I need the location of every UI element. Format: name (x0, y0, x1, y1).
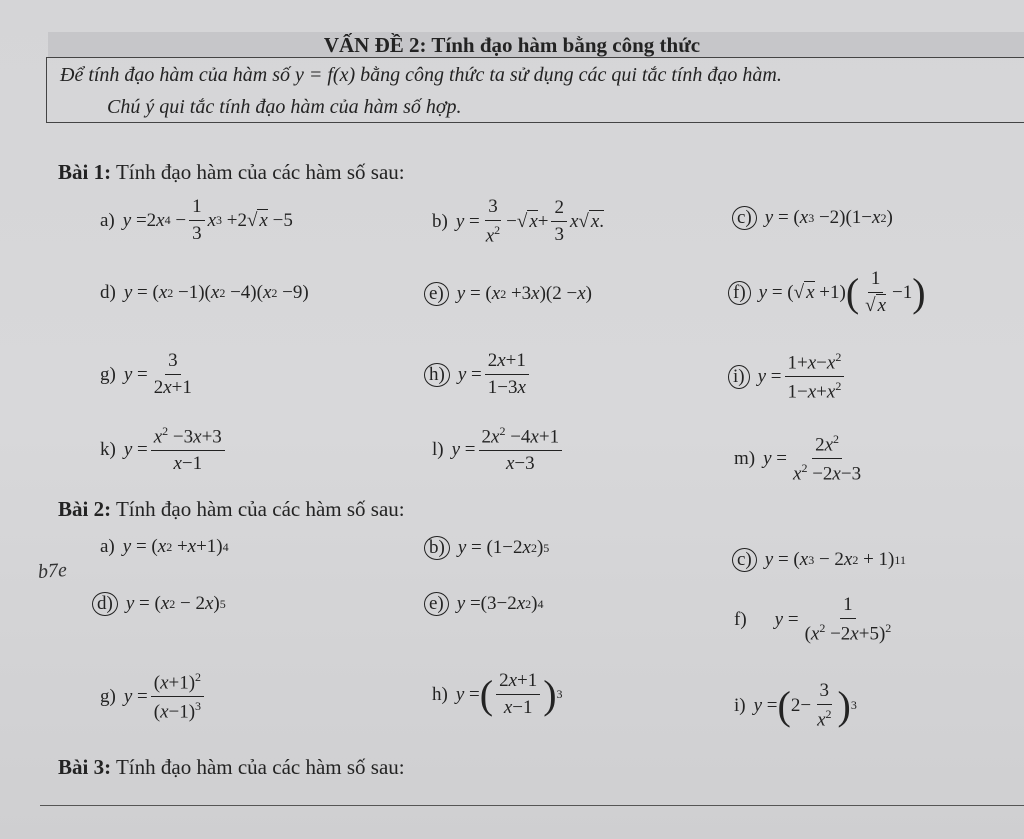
formula: y = $\frac{(x+1)^2}{(x-1)^3}$ (124, 670, 207, 724)
exercise-2c: c) y = ( x 3 − 2 x 2 + 1) 11 (732, 548, 906, 572)
formula: y = $\frac{2x^2 -4x+1}{x-3}$ (452, 424, 565, 475)
formula: y = $\frac{2x+1}{1-3x}$ (458, 350, 532, 399)
section-text: Tính đạo hàm của các hàm số sau: (115, 755, 405, 779)
formula: y = ( x 2 −1)( x 2 −4)( x 2 −9) (123, 282, 309, 303)
formula: y = ( x 3 − 2 x 2 + 1) 11 (764, 549, 906, 570)
exercise-1l: l) y = $\frac{2x^2 -4x+1}{x-3}$ (432, 424, 565, 475)
exercise-1i: i) y = $\frac{1+x-x^2}{1-x+x^2}$ (728, 350, 847, 404)
section-text: Tính đạo hàm của các hàm số sau: (115, 497, 405, 521)
section-text: Tính đạo hàm của các hàm số sau: (115, 160, 405, 184)
exercise-1d: d) y = ( x 2 −1)( x 2 −4)( x 2 −9) (100, 282, 309, 303)
section-bai3 (58, 755, 405, 780)
exercise-1a: a) y =2 x 4 − $\frac{1}{3}$ x 3 +2√ x −5 (100, 196, 293, 244)
section-number: Bài 3: (58, 755, 112, 779)
exercise-1e: e) y = ( x 2 +3 x )(2 − x ) (424, 282, 592, 306)
formula: y = ( $\frac{2x+1}{x-1}$ ) 3 (455, 670, 563, 718)
section-number: Bài 1: (58, 160, 112, 184)
exercise-2a: a) y = ( x 2 + x +1) 4 (100, 536, 229, 557)
formula: y = (√ x +1) ( $\frac{1}{√ x}$ −1 ) (758, 268, 926, 316)
exercise-2g: g) y = $\frac{(x+1)^2}{(x-1)^3}$ (100, 670, 207, 724)
formula: y = ( x 3 −2)(1− x 2 ) (764, 207, 893, 228)
section-bai2 (58, 497, 405, 522)
exercise-1k: k) y = $\frac{x^2 -3x+3}{x-1}$ (100, 424, 228, 475)
formula: y = $\frac{1}{(x^2 -2x+5)^2}$ (774, 594, 892, 645)
exercise-1g: g) y = $\frac{3}{2x+1}$ (100, 350, 198, 399)
exercise-1m: m) y = $\frac{2x^2}{x^2 -2x-3}$ (734, 432, 867, 486)
exercise-2h: h) y = ( $\frac{2x+1}{x-1}$ ) 3 (432, 670, 563, 718)
exercise-1c: c) y = ( x 3 −2)(1− x 2 ) (732, 206, 893, 230)
exercise-2i: i) y = ( 2− $\frac{3}{x^2}$ ) 3 (734, 680, 857, 731)
formula: y = ( 2− $\frac{3}{x^2}$ ) 3 (753, 680, 857, 731)
page-title: VẤN ĐỀ 2: Tính đạo hàm bằng công thức (323, 33, 701, 57)
formula: y = $\frac{x^2 -3x+3}{x-1}$ (124, 424, 228, 475)
formula: y = $\frac{1+x-x^2}{1-x+x^2}$ (758, 350, 848, 404)
formula: y = ( x 2 − 2 x ) 5 (125, 593, 226, 614)
formula: y = ( x 2 +3 x )(2 − x ) (456, 283, 592, 304)
formula: y = $\frac{3}{x^2}$ −√ x + $\frac{2}{3}$ x √ x. (455, 196, 605, 247)
exercise-1f: f) y = (√ x +1) ( $\frac{1}{√ x}$ −1 ) (728, 268, 926, 317)
divider (40, 805, 1024, 806)
formula: y =2 x 4 − $\frac{1}{3}$ x 3 +2√ x −5 (122, 196, 293, 244)
exercise-2d: d) y = ( x 2 − 2 x ) 5 (92, 592, 226, 616)
formula: y = (1−2 x 2 ) 5 (457, 537, 550, 558)
exercise-2f: f) y = $\frac{1}{(x^2 -2x+5)^2}$ (734, 594, 897, 645)
exercise-1b: b) y = $\frac{3}{x^2}$ −√ x + $\frac{2}{3}$ x √ x. (432, 196, 605, 247)
formula: y = $\frac{2x^2}{x^2 -2x-3}$ (763, 432, 862, 485)
formula: y = ( x 2 + x +1) 4 (122, 536, 229, 557)
exercise-2e: e) y =(3−2 x 2 ) 4 (424, 592, 543, 616)
formula: y = $\frac{3}{2x+1}$ (123, 350, 192, 398)
intro-line-2: Chú ý qui tắc tính đạo hàm của hàm số hợp. (107, 96, 462, 118)
exercise-2b: b) y = (1−2 x 2 ) 5 (424, 536, 549, 560)
exercise-1h: h) y = $\frac{2x+1}{1-3x}$ (424, 350, 532, 399)
intro-line-1: Để tính đạo hàm của hàm số y = f(x) bằng công thức ta sử dụng các qui tắc tính đạo hàm. (60, 64, 782, 86)
handwritten-note: b7e (37, 559, 68, 583)
section-number: Bài 2: (58, 497, 112, 521)
formula: y =(3−2 x 2 ) 4 (456, 593, 544, 614)
section-bai1 (58, 160, 405, 185)
